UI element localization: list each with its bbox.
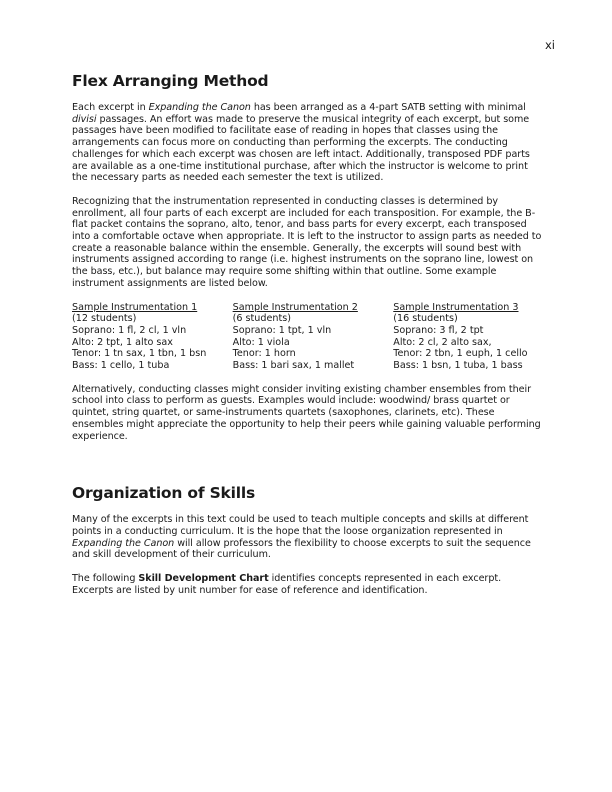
term-divisi: divisi: [72, 113, 97, 125]
text: passages. An effort was made to preserve the musical integrity of each excerpt, but some passages have been modified to facilitate ease of reading in hopes that classes using the arrangements can focus more on conducting than performing the excerpts. The conducting challenges for which each excerpt was chosen are left intact. Additionally, transposed PDF parts are available as a one-time institutional purchase, after which the instructor is welcome to print the necessary parts as needed each semester the text is utilized.: [72, 113, 530, 184]
soprano-line: Soprano: 1 tpt, 1 vln: [232, 324, 332, 336]
paragraph-chamber-ensembles: Alternatively, conducting classes might consider inviting existing chamber ensembles from their school into class to perform as guests. Examples would include: woodwind/ brass quartet or quintet, string quartet, or same-instruments quartets (saxophones, clarinets, etc). These ensembles might appreciate the opportunity to help their peers while gaining valuable performing experience.: [72, 383, 541, 442]
bass-line: Bass: 1 bsn, 1 tuba, 1 bass: [393, 360, 523, 372]
column-heading: Sample Instrumentation 1: [72, 301, 198, 313]
instrumentation-column-2: [233, 302, 394, 372]
alto-line: Alto: 2 cl, 2 alto sax,: [393, 336, 492, 348]
book-title: Expanding the Canon: [72, 537, 175, 549]
instrumentation-column-1: [72, 302, 233, 372]
tenor-line: Tenor: 1 tn sax, 1 tbn, 1 bsn: [72, 348, 207, 360]
text: Many of the excerpts in this text could be used to teach multiple concepts and skills at different points in a conducting curriculum. It is the hope that the loose organization represented in: [72, 514, 529, 537]
text: identifies concepts represented in each excerpt. Excerpts are listed by unit number for ease of reference and identification.: [72, 573, 502, 596]
alto-line: Alto: 1 viola: [232, 336, 290, 348]
instrumentation-table: [72, 302, 542, 372]
tenor-line: Tenor: 2 tbn, 1 euph, 1 cello: [393, 348, 528, 360]
book-title: Expanding the Canon: [148, 102, 251, 113]
section-title-flex-arranging: Flex Arranging Method: [72, 72, 269, 90]
bass-line: Bass: 1 cello, 1 tuba: [72, 360, 170, 372]
page-content: [72, 72, 542, 609]
instrumentation-column-3: [393, 302, 542, 372]
bass-line: Bass: 1 bari sax, 1 mallet: [232, 360, 355, 372]
tenor-line: Tenor: 1 horn: [232, 348, 296, 360]
paragraph-skill-chart: [72, 573, 542, 596]
student-count: (16 students): [393, 313, 458, 325]
section-title-organization: Organization of Skills: [72, 484, 256, 503]
chart-name: Skill Development Chart: [138, 573, 269, 585]
alto-line: Alto: 2 tpt, 1 alto sax: [72, 336, 173, 348]
text: has been arranged as a 4-part SATB setting with minimal: [250, 102, 526, 113]
paragraph-intro: [72, 102, 542, 184]
paragraph-organization: [72, 514, 542, 561]
student-count: (12 students): [72, 313, 137, 325]
text: Each excerpt in: [72, 102, 149, 113]
page-number: xi: [544, 38, 555, 52]
soprano-line: Soprano: 3 fl, 2 tpt: [393, 324, 484, 336]
text: The following: [72, 573, 139, 585]
column-heading: Sample Instrumentation 3: [393, 301, 519, 313]
paragraph-instrumentation: Recognizing that the instrumentation represented in conducting classes is determined by enrollment, all four parts of each excerpt are included for each transposition. For example, the B-flat packet contains the soprano, alto, tenor, and bass parts for every excerpt, each transposed into a comfortable octave when appropriate. It is left to the instructor to assign parts as needed to create a reasonable balance within the ensemble. Generally, the excerpts will sound best with instruments assigned according to range (i.e. highest instruments on the soprano line, lowest on the bass, etc.), but balance may require some shifting within that outline. Some example instrument assignments are listed below.: [72, 195, 542, 289]
soprano-line: Soprano: 1 fl, 2 cl, 1 vln: [72, 324, 187, 336]
column-heading: Sample Instrumentation 2: [232, 301, 358, 313]
student-count: (6 students): [232, 313, 291, 325]
text: will allow professors the flexibility to choose excerpts to suit the sequence and skill development of their curriculum.: [72, 537, 531, 561]
